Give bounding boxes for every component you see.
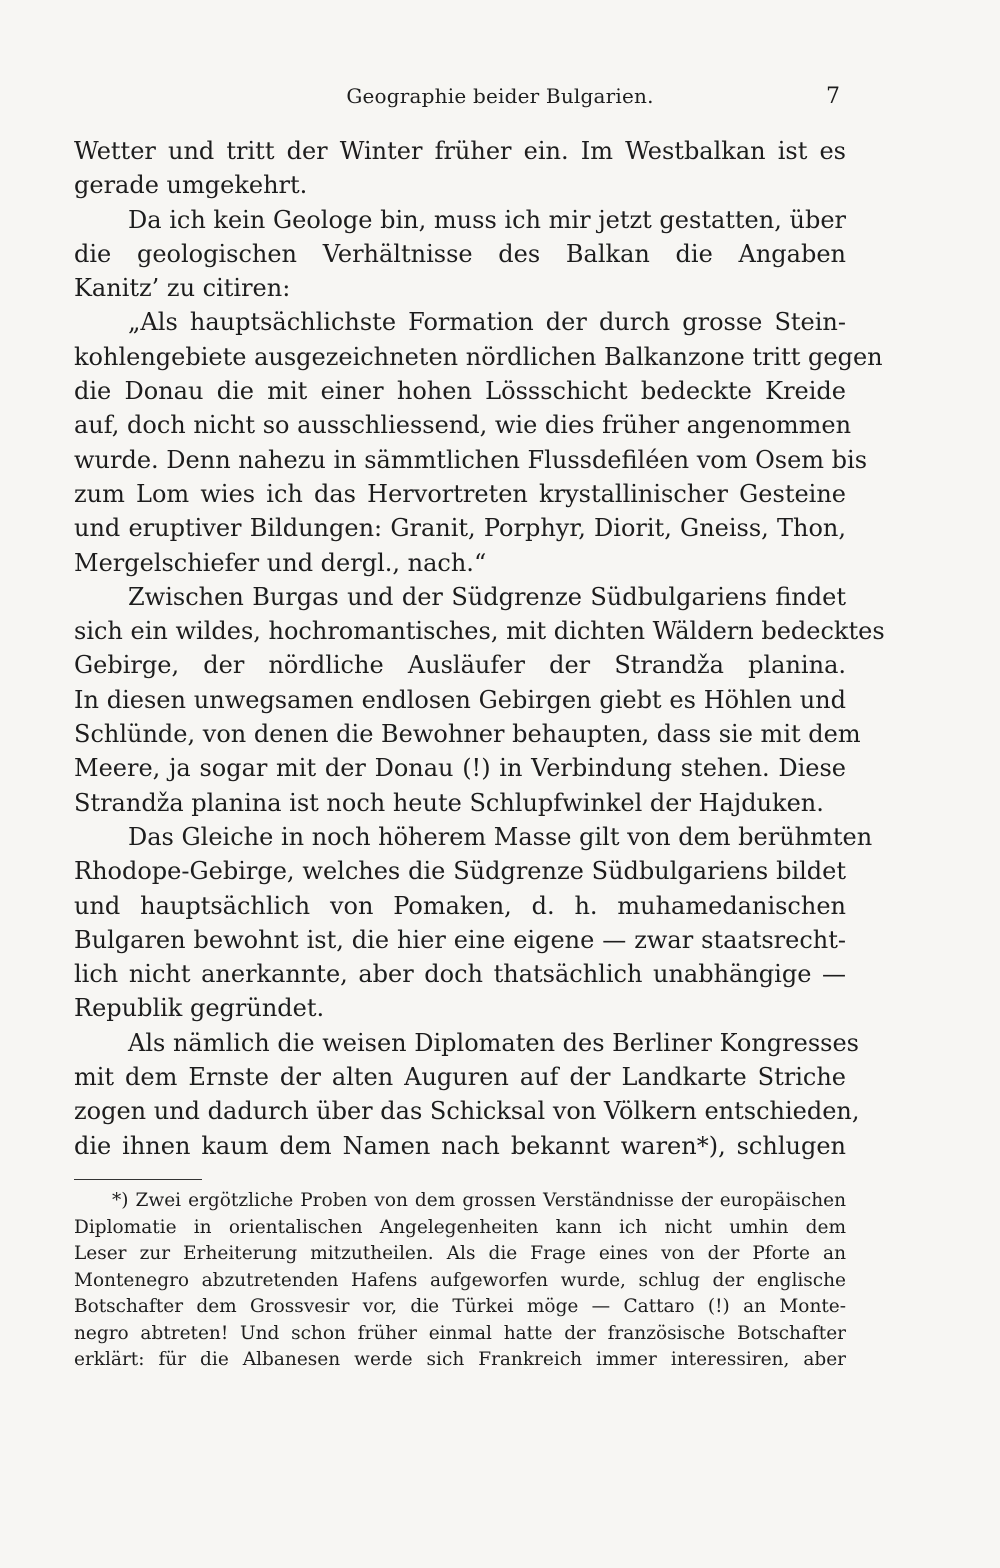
body-line: wurde. Denn nahezu in sämmtlichen Flussdefiléen vom Osem bis bbox=[74, 445, 868, 474]
running-title: Geographie beider Bulgarien. bbox=[346, 84, 654, 108]
body-line: die Donau die mit einer hohen Lössschicht bedeckte Kreide bbox=[74, 377, 846, 406]
page-header bbox=[0, 84, 1000, 114]
body-line: und eruptiver Bildungen: Granit, Porphyr, Diorit, Gneiss, Thon, bbox=[74, 514, 846, 543]
body-line: zum Lom wies ich das Hervortreten krystallinischer Gesteine bbox=[74, 479, 846, 508]
body-line: gerade umgekehrt. bbox=[74, 171, 308, 200]
body-line: Als nämlich die weisen Diplomaten des Berliner Kongresses bbox=[128, 1028, 859, 1057]
body-line: die ihnen kaum dem Namen nach bekannt waren*), schlugen bbox=[74, 1131, 846, 1160]
footnote-line: *) Zwei ergötzliche Proben von dem grossen Verständnisse der europäischen bbox=[112, 1190, 846, 1211]
body-line: Da ich kein Geologe bin, muss ich mir jetzt gestatten, über bbox=[128, 205, 846, 234]
body-line: Kanitz’ zu citiren: bbox=[74, 274, 291, 303]
footnote-line: erklärt: für die Albanesen werde sich Frankreich immer interessiren, aber bbox=[74, 1349, 846, 1370]
body-line: Wetter und tritt der Winter früher ein. Im Westbalkan ist es bbox=[74, 137, 846, 165]
body-line: kohlengebiete ausgezeichneten nördlichen Balkanzone tritt gegen bbox=[74, 342, 883, 371]
body-line: auf, doch nicht so ausschliessend, wie dies früher angenommen bbox=[74, 411, 852, 440]
footnote-line: Botschafter dem Grossvesir vor, die Türkei möge — Cattaro (!) an Monte- bbox=[74, 1296, 846, 1317]
body-line: Strandža planina ist noch heute Schlupfwinkel der Hajduken. bbox=[74, 788, 824, 817]
body-line: „Als hauptsächlichste Formation der durch grosse Stein- bbox=[128, 308, 846, 337]
body-line: Zwischen Burgas und der Südgrenze Südbulgariens findet bbox=[128, 582, 846, 611]
footnote-line: Leser zur Erheiterung mitzutheilen. Als die Frage eines von der Pforte an bbox=[74, 1243, 846, 1264]
body-line: zogen und dadurch über das Schicksal von Völkern entschieden, bbox=[74, 1097, 860, 1126]
body-line: die geologischen Verhältnisse des Balkan die Angaben bbox=[74, 239, 846, 268]
body-line: Republik gegründet. bbox=[74, 994, 325, 1023]
footnote-line: Diplomatie in orientalischen Angelegenheiten kann ich nicht umhin dem bbox=[74, 1216, 846, 1238]
body-line: sich ein wildes, hochromantisches, mit dichten Wäldern bedecktes bbox=[74, 617, 885, 646]
body-line: lich nicht anerkannte, aber doch thatsächlich unabhängige — bbox=[74, 960, 846, 989]
body-line: und hauptsächlich von Pomaken, d. h. muhamedanischen bbox=[74, 891, 846, 920]
footnote-line: negro abtreten! Und schon früher einmal hatte der französische Botschafter bbox=[74, 1322, 846, 1344]
body-line: Meere, ja sogar mit der Donau (!) in Verbindung stehen. Diese bbox=[74, 754, 846, 783]
body-line: Rhodope-Gebirge, welches die Südgrenze Südbulgariens bildet bbox=[74, 857, 846, 886]
body-line: Gebirge, der nördliche Ausläufer der Strandža planina. bbox=[74, 651, 846, 680]
footnote bbox=[74, 1188, 846, 1374]
body-line: mit dem Ernste der alten Auguren auf der Landkarte Striche bbox=[74, 1063, 846, 1092]
body-line: Bulgaren bewohnt ist, die hier eine eigene — zwar staatsrecht- bbox=[74, 925, 846, 954]
body-line: Schlünde, von denen die Bewohner behaupten, dass sie mit dem bbox=[74, 720, 861, 749]
body-line: Das Gleiche in noch höherem Masse gilt von dem berühmten bbox=[128, 822, 873, 851]
footnote-divider bbox=[74, 1179, 202, 1180]
footnote-line: Montenegro abzutretenden Hafens aufgeworfen wurde, schlug der englische bbox=[74, 1269, 846, 1291]
body-line: In diesen unwegsamen endlosen Gebirgen giebt es Höhlen und bbox=[74, 685, 846, 714]
body-text bbox=[74, 134, 885, 1163]
body-line: Mergelschiefer und dergl., nach.“ bbox=[74, 548, 487, 577]
page-number: 7 bbox=[826, 84, 840, 109]
